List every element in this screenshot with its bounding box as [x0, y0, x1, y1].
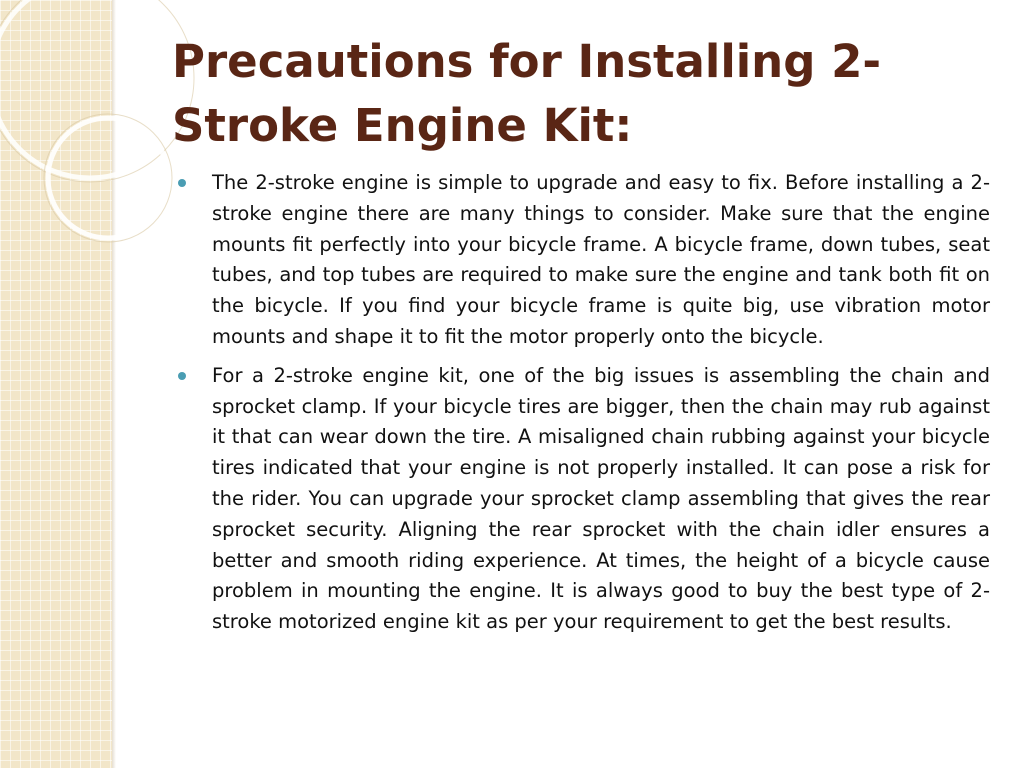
bullet-dot-icon	[178, 372, 186, 380]
bullet-item	[160, 361, 990, 638]
bullet-text: For a 2-stroke engine kit, one of the big issues is assembling the chain and sprocket clamp. If your bicycle tires are bigger, then the chain may rub against it that can wear down the tire. A misaligned chain rubbing against your bicycle tires indicated that your engine is not properly installed. It can pose a risk for the rider. You can upgrade your sprocket clamp assembling that gives the rear sprocket security. Aligning the rear sprocket with the chain idler ensures a better and smooth riding experience. At times, the height of a bicycle cause problem in mounting the engine. It is always good to buy the best type of 2-stroke motorized engine kit as per your requirement to get the best results.	[212, 363, 990, 634]
bullet-text: The 2-stroke engine is simple to upgrade and easy to fix. Before installing a 2-stroke engine there are many things to consider. Make sure that the engine mounts fit perfectly into your bicycle frame. A bicycle frame, down tubes, seat tubes, and top tubes are required to make sure the engine and tank both fit on the bicycle. If you find your bicycle frame is quite big, use vibration motor mounts and shape it to fit the motor properly onto the bicycle.	[212, 171, 990, 348]
slide-title: Precautions for Installing 2-Stroke Engine Kit:	[172, 35, 882, 152]
decorative-grid-band	[0, 0, 112, 768]
band-edge-shadow	[112, 0, 116, 768]
bullet-list	[160, 168, 990, 646]
bullet-dot-icon	[178, 179, 186, 187]
bullet-item	[160, 168, 990, 353]
